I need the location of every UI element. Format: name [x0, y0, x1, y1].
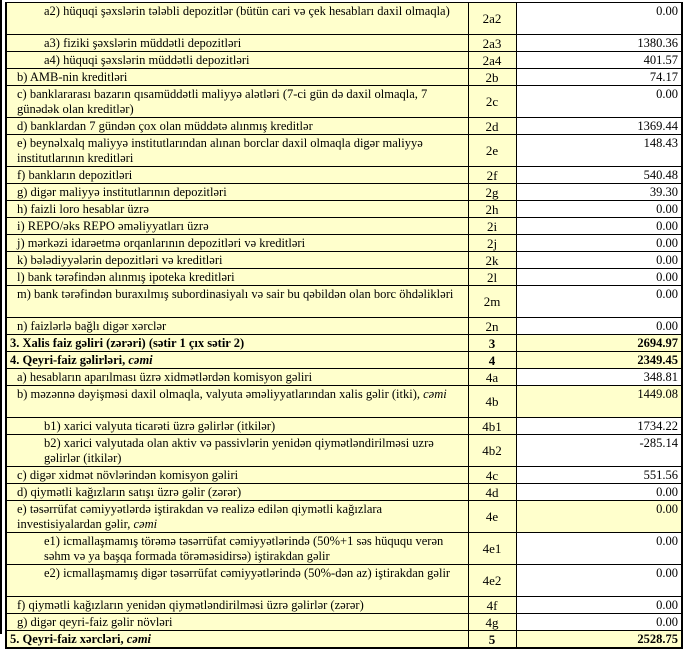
table-row-4f [6, 597, 682, 614]
table-row-2g [6, 184, 682, 201]
row-value: 0.00 [516, 597, 682, 614]
row-code: 2l [468, 269, 516, 286]
row-label: 4. Qeyri-faiz gəlirləri, cəmi [6, 352, 468, 369]
page-left-border [0, 0, 2, 634]
row-label-italic-suffix: cəmi [423, 387, 447, 401]
row-code: 2d [468, 118, 516, 135]
row-code: 2a4 [468, 52, 516, 69]
row-label: f) qiymətli kağızların yenidən qiymətləndirilməsi üzrə gəlirlər (zərər) [6, 597, 468, 614]
table-row-2l [6, 269, 682, 286]
table-row-2f [6, 167, 682, 184]
row-value: 0.00 [516, 286, 682, 318]
table-row-2h [6, 201, 682, 218]
row-value: 2694.97 [516, 335, 682, 352]
row-value: 401.57 [516, 52, 682, 69]
row-label: b) AMB-nin kreditləri [6, 69, 468, 86]
row-label: b2) xarici valyutada olan aktiv və passivlərin yenidən qiymətləndirilməsi uzrə gəlirlər (itkilər) [6, 435, 468, 467]
table-row-4b1 [6, 418, 682, 435]
row-code: 2a3 [468, 35, 516, 52]
row-value: 148.43 [516, 135, 682, 167]
row-code: 2e [468, 135, 516, 167]
row-label-italic-suffix: cəmi [128, 353, 153, 367]
row-label: l) bank tərəfindən alınmış ipoteka kreditləri [6, 269, 468, 286]
row-label: b1) xarici valyuta ticarəti üzrə gəlirlər (itkilər) [6, 418, 468, 435]
row-value: 39.30 [516, 184, 682, 201]
row-label: k) bələdiyyələrin depozitləri və kreditləri [6, 252, 468, 269]
table-row-2n [6, 318, 682, 335]
row-code: 2n [468, 318, 516, 335]
table-row-2j [6, 235, 682, 252]
row-value: 0.00 [516, 201, 682, 218]
row-code: 4b [468, 386, 516, 418]
table-row-3 [6, 335, 682, 352]
table-row-2d [6, 118, 682, 135]
row-label: f) bankların depozitləri [6, 167, 468, 184]
row-value: 0.00 [516, 484, 682, 501]
row-value: 1449.08 [516, 386, 682, 418]
row-label: e2) icmallaşmamış digər təsərrüfat cəmiyyətlərində (50%-dən az) iştirakdan gəlir [6, 565, 468, 597]
row-code: 2k [468, 252, 516, 269]
row-code: 4g [468, 614, 516, 631]
table-row-2k [6, 252, 682, 269]
row-label: 3. Xalis faiz gəliri (zərəri) (sətir 1 çıx sətir 2) [6, 335, 468, 352]
row-code: 4d [468, 484, 516, 501]
row-value: 540.48 [516, 167, 682, 184]
row-label: h) faizli loro hesablar üzrə [6, 201, 468, 218]
table-row-2c [6, 86, 682, 118]
table-row-2i [6, 218, 682, 235]
row-code: 2f [468, 167, 516, 184]
row-label: m) bank tərəfindən buraxılmış subordinasiyalı və sair bu qəbildən olan borc öhdəlikləri [6, 286, 468, 318]
table-row-5 [6, 631, 682, 649]
row-code: 2i [468, 218, 516, 235]
table-row-2e [6, 135, 682, 167]
row-value: 0.00 [516, 3, 682, 35]
table-row-4b2 [6, 435, 682, 467]
financial-table-body [6, 3, 682, 649]
table-row-4c [6, 467, 682, 484]
row-code: 4a [468, 369, 516, 386]
table-row-4e2 [6, 565, 682, 597]
row-value: 0.00 [516, 252, 682, 269]
row-label: b) məzənnə dəyişməsi daxil olmaqla, valyuta əməliyyatlarından xalis gəlir (itki), cəmi [6, 386, 468, 418]
table-row-2a3 [6, 35, 682, 52]
table-row-2a2 [6, 3, 682, 35]
row-code: 4 [468, 352, 516, 369]
row-code: 2h [468, 201, 516, 218]
row-label: a3) fiziki şəxslərin müddətli depozitləri [6, 35, 468, 52]
table-row-4g [6, 614, 682, 631]
row-label: e) beynəlxalq maliyyə institutlarından alınan borclar daxil olmaqla digər maliyyə institutlarının kreditləri [6, 135, 468, 167]
row-value: 2349.45 [516, 352, 682, 369]
table-row-4a [6, 369, 682, 386]
row-label: n) faizlərlə bağlı digər xərclər [6, 318, 468, 335]
row-value: 0.00 [516, 235, 682, 252]
row-label: g) digər maliyyə institutlarının depozitləri [6, 184, 468, 201]
table-row-4e1 [6, 533, 682, 565]
table-row-2m [6, 286, 682, 318]
row-code: 4e [468, 501, 516, 533]
row-code: 2b [468, 69, 516, 86]
row-value: 0.00 [516, 269, 682, 286]
row-label: c) digər xidmət növlərindən komisyon gəliri [6, 467, 468, 484]
row-label: 5. Qeyri-faiz xərcləri, cəmi [6, 631, 468, 649]
row-value: 1380.36 [516, 35, 682, 52]
row-label: a) hesabların aparılması üzrə xidmətlərdən komisyon gəliri [6, 369, 468, 386]
row-label: a4) hüquqi şəxslərin müddətli depozitləri [6, 52, 468, 69]
row-value: 0.00 [516, 86, 682, 118]
row-value: 551.56 [516, 467, 682, 484]
row-label: d) banklardan 7 gündən çox olan müddətə alınmış kreditlər [6, 118, 468, 135]
row-code: 4e2 [468, 565, 516, 597]
table-row-4d [6, 484, 682, 501]
row-label: d) qiymətli kağızların satışı üzrə gəlir (zərər) [6, 484, 468, 501]
row-value: 0.00 [516, 218, 682, 235]
row-value: 348.81 [516, 369, 682, 386]
table-row-4 [6, 352, 682, 369]
row-value: 1369.44 [516, 118, 682, 135]
row-label: i) REPO/əks REPO əməliyyatları üzrə [6, 218, 468, 235]
row-code: 2a2 [468, 3, 516, 35]
financial-table [5, 2, 683, 649]
row-value: 0.00 [516, 318, 682, 335]
row-label: j) mərkəzi idarəetmə orqanlarının depozitləri və kreditləri [6, 235, 468, 252]
row-label: c) banklararası bazarın qısamüddətli maliyyə alətləri (7-ci gün də daxil olmaqla, 7 günədək olan kreditlər) [6, 86, 468, 118]
table-row-4e [6, 501, 682, 533]
row-value: -285.14 [516, 435, 682, 467]
row-value: 0.00 [516, 533, 682, 565]
table-row-4b [6, 386, 682, 418]
row-label-italic-suffix: cəmi [126, 632, 152, 646]
row-label: a2) hüquqi şəxslərin tələbli depozitlər (bütün cari və çek hesabları daxil olmaqla) [6, 3, 468, 35]
row-code: 4b1 [468, 418, 516, 435]
row-value: 0.00 [516, 501, 682, 533]
row-code: 4b2 [468, 435, 516, 467]
row-label-italic-suffix: cəmi [133, 517, 158, 531]
row-label: g) digər qeyri-faiz gəlir növləri [6, 614, 468, 631]
row-code: 2g [468, 184, 516, 201]
row-label: e1) icmallaşmamış törəmə təsərrüfat cəmiyyətlərində (50%+1 səs hüququ verən səhm və ya başqa formada törəməsidirsə) iştirakdan gəlir [6, 533, 468, 565]
row-label: e) təsərrüfat cəmiyyətlərdə iştirakdan və realizə edilən qiymətli kağızlara investisiyalardan gəlir, cəmi [6, 501, 468, 533]
row-code: 2j [468, 235, 516, 252]
row-code: 2c [468, 86, 516, 118]
row-code: 4c [468, 467, 516, 484]
row-value: 1734.22 [516, 418, 682, 435]
table-row-2a4 [6, 52, 682, 69]
row-value: 74.17 [516, 69, 682, 86]
row-code: 2m [468, 286, 516, 318]
table-row-2b [6, 69, 682, 86]
row-value: 2528.75 [516, 631, 682, 649]
row-value: 0.00 [516, 565, 682, 597]
row-code: 4f [468, 597, 516, 614]
row-code: 4e1 [468, 533, 516, 565]
row-value: 0.00 [516, 614, 682, 631]
row-code: 3 [468, 335, 516, 352]
row-code: 5 [468, 631, 516, 649]
